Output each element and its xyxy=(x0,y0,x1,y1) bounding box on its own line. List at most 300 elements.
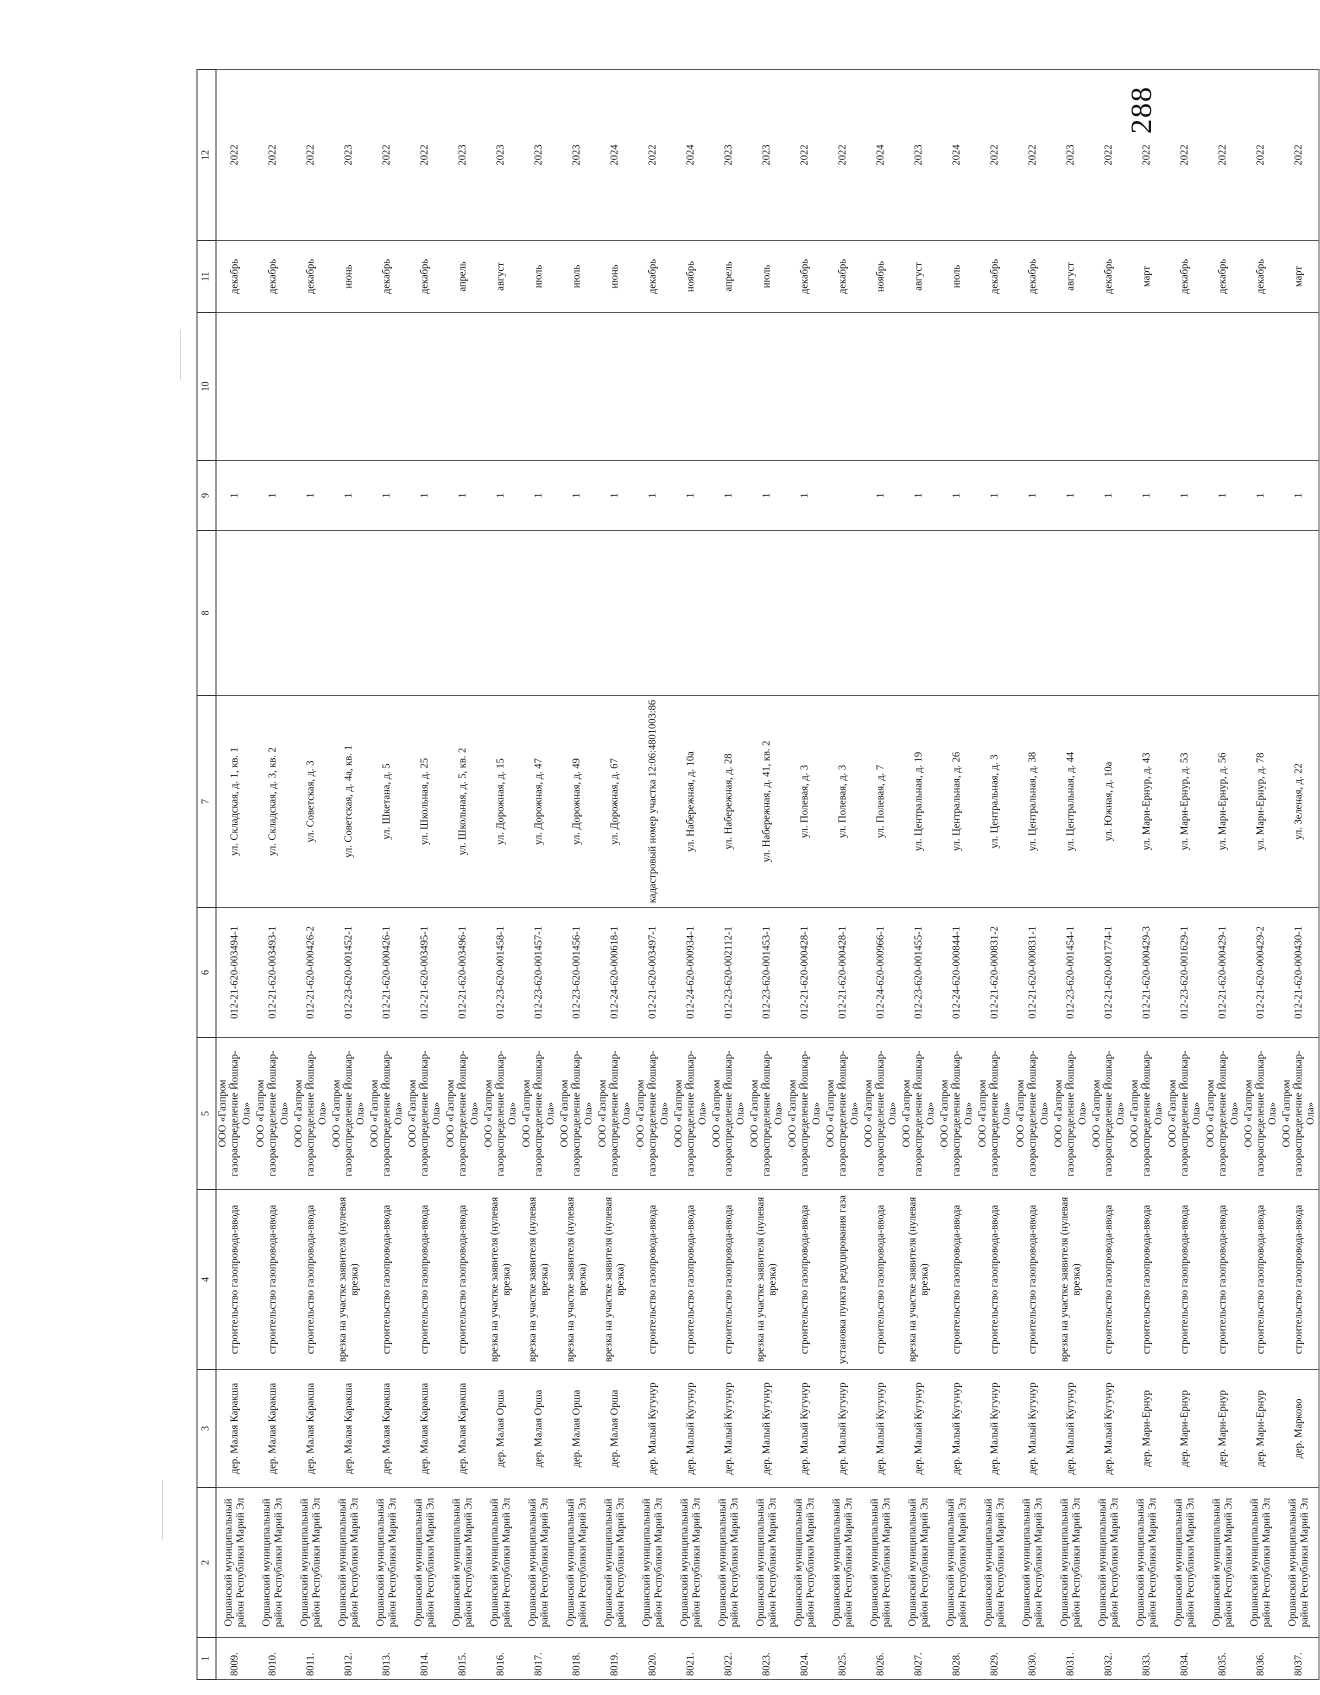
column-10-cell xyxy=(939,313,977,461)
month-cell: декабрь xyxy=(255,241,293,313)
column-8-cell xyxy=(521,531,559,696)
quantity-cell: 1 xyxy=(597,461,635,531)
address-cell: ул. Набережная, д. 41, кв. 2 xyxy=(749,696,787,908)
year-cell: 2023 xyxy=(711,70,749,241)
district-cell: Оршанский муниципальный район Республики Марий Эл xyxy=(293,1488,331,1638)
row-number: 8020. xyxy=(635,1638,673,1680)
village-cell: дер. Малая Каракша xyxy=(293,1370,331,1488)
month-cell: ноябрь xyxy=(863,241,901,313)
address-cell: ул. Дорожная, д. 15 xyxy=(483,696,521,908)
organization-cell: ООО «Газпром газораспределение Йошкар-Ола» xyxy=(369,1038,407,1190)
application-code-cell: 012-23-620-001629-1 xyxy=(1167,908,1205,1038)
district-cell: Оршанский муниципальный район Республики Марий Эл xyxy=(977,1488,1015,1638)
year-cell: 2023 xyxy=(901,70,939,241)
organization-cell: ООО «Газпром газораспределение Йошкар-Ола» xyxy=(1167,1038,1205,1190)
district-cell: Оршанский муниципальный район Республики Марий Эл xyxy=(787,1488,825,1638)
column-8-cell xyxy=(445,531,483,696)
address-cell: ул. Советская, д. 4а, кв. 1 xyxy=(331,696,369,908)
month-cell: июнь xyxy=(331,241,369,313)
year-cell: 2022 xyxy=(1281,70,1320,241)
address-cell: ул. Складская, д. 1, кв. 1 xyxy=(216,696,255,908)
work-type-cell: строительство газопровода-ввода xyxy=(293,1190,331,1370)
work-type-cell: строительство газопровода-ввода xyxy=(939,1190,977,1370)
year-cell: 2023 xyxy=(521,70,559,241)
column-8-cell xyxy=(1167,531,1205,696)
district-cell: Оршанский муниципальный район Республики Марий Эл xyxy=(1015,1488,1053,1638)
application-code-cell: 012-21-620-000831-1 xyxy=(1015,908,1053,1038)
district-cell: Оршанский муниципальный район Республики Марий Эл xyxy=(1205,1488,1243,1638)
quantity-cell: 1 xyxy=(635,461,673,531)
application-code-cell: 012-23-620-001455-1 xyxy=(901,908,939,1038)
village-cell: дер. Малый Кугунур xyxy=(825,1370,863,1488)
work-type-cell: врезка на участке заявителя (нулевая врезка) xyxy=(559,1190,597,1370)
organization-cell: ООО «Газпром газораспределение Йошкар-Ола» xyxy=(1129,1038,1167,1190)
column-8-cell xyxy=(1091,531,1129,696)
organization-cell: ООО «Газпром газораспределение Йошкар-Ола» xyxy=(483,1038,521,1190)
district-cell: Оршанский муниципальный район Республики Марий Эл xyxy=(863,1488,901,1638)
work-type-cell: строительство газопровода-ввода xyxy=(369,1190,407,1370)
column-header-1: 1 xyxy=(197,1638,216,1680)
row-number: 8018. xyxy=(559,1638,597,1680)
year-cell: 2024 xyxy=(939,70,977,241)
district-cell: Оршанский муниципальный район Республики Марий Эл xyxy=(901,1488,939,1638)
column-10-cell xyxy=(1053,313,1091,461)
month-cell: декабрь xyxy=(1015,241,1053,313)
month-cell: август xyxy=(1053,241,1091,313)
month-cell: март xyxy=(1129,241,1167,313)
application-code-cell: 012-21-620-003493-1 xyxy=(255,908,293,1038)
quantity-cell: 1 xyxy=(483,461,521,531)
year-cell: 2023 xyxy=(331,70,369,241)
quantity-cell: 1 xyxy=(673,461,711,531)
column-header-9: 9 xyxy=(197,461,216,531)
column-8-cell xyxy=(977,531,1015,696)
work-type-cell: строительство газопровода-ввода xyxy=(255,1190,293,1370)
application-code-cell: 012-21-620-003496-1 xyxy=(445,908,483,1038)
row-number: 8010. xyxy=(255,1638,293,1680)
column-header-12: 12 xyxy=(197,70,216,241)
table-row xyxy=(1167,70,1205,1680)
application-code-cell: 012-24-620-000618-1 xyxy=(597,908,635,1038)
village-cell: дер. Мари-Ернур xyxy=(1129,1370,1167,1488)
column-8-cell xyxy=(293,531,331,696)
application-code-cell: 012-21-620-000429-3 xyxy=(1129,908,1167,1038)
month-cell: декабрь xyxy=(787,241,825,313)
year-cell: 2024 xyxy=(673,70,711,241)
organization-cell: ООО «Газпром газораспределение Йошкар-Ола» xyxy=(1015,1038,1053,1190)
year-cell: 2023 xyxy=(483,70,521,241)
quantity-cell: 1 xyxy=(255,461,293,531)
address-cell: ул. Школьная, д. 5, кв. 2 xyxy=(445,696,483,908)
column-header-5: 5 xyxy=(197,1038,216,1190)
village-cell: дер. Малый Кугунур xyxy=(1091,1370,1129,1488)
row-number: 8029. xyxy=(977,1638,1015,1680)
table-row xyxy=(711,70,749,1680)
application-code-cell: 012-21-620-000428-1 xyxy=(825,908,863,1038)
district-cell: Оршанский муниципальный район Республики Марий Эл xyxy=(407,1488,445,1638)
village-cell: дер. Малая Каракша xyxy=(369,1370,407,1488)
table-row xyxy=(597,70,635,1680)
quantity-cell: 1 xyxy=(711,461,749,531)
table-row xyxy=(293,70,331,1680)
column-8-cell xyxy=(1053,531,1091,696)
table-row xyxy=(1243,70,1281,1680)
district-cell: Оршанский муниципальный район Республики Марий Эл xyxy=(1091,1488,1129,1638)
quantity-cell: 1 xyxy=(1015,461,1053,531)
month-cell: август xyxy=(901,241,939,313)
application-code-cell: 012-21-620-000831-2 xyxy=(977,908,1015,1038)
month-cell: декабрь xyxy=(369,241,407,313)
month-cell: декабрь xyxy=(407,241,445,313)
village-cell: дер. Малый Кугунур xyxy=(1015,1370,1053,1488)
district-cell: Оршанский муниципальный район Республики Марий Эл xyxy=(369,1488,407,1638)
year-cell: 2022 xyxy=(1243,70,1281,241)
column-header-7: 7 xyxy=(197,696,216,908)
column-8-cell xyxy=(749,531,787,696)
row-number: 8027. xyxy=(901,1638,939,1680)
organization-cell: ООО «Газпром газораспределение Йошкар-Ола» xyxy=(559,1038,597,1190)
column-10-cell xyxy=(1205,313,1243,461)
village-cell: дер. Малый Кугунур xyxy=(711,1370,749,1488)
work-type-cell: строительство газопровода-ввода xyxy=(1015,1190,1053,1370)
column-10-cell xyxy=(749,313,787,461)
work-type-cell: строительство газопровода-ввода xyxy=(1281,1190,1320,1370)
row-number: 8014. xyxy=(407,1638,445,1680)
quantity-cell: 1 xyxy=(331,461,369,531)
application-code-cell: 012-21-620-000430-1 xyxy=(1281,908,1320,1038)
page-number: 288 xyxy=(1125,86,1158,134)
column-10-cell xyxy=(825,313,863,461)
village-cell: дер. Малая Орша xyxy=(597,1370,635,1488)
organization-cell: ООО «Газпром газораспределение Йошкар-Ола» xyxy=(597,1038,635,1190)
table-row xyxy=(863,70,901,1680)
address-cell: ул. Складская, д. 3, кв. 2 xyxy=(255,696,293,908)
application-code-cell: 012-23-620-001456-1 xyxy=(559,908,597,1038)
organization-cell: ООО «Газпром газораспределение Йошкар-Ола» xyxy=(939,1038,977,1190)
organization-cell: ООО «Газпром газораспределение Йошкар-Ола» xyxy=(1091,1038,1129,1190)
table-row xyxy=(521,70,559,1680)
row-number: 8015. xyxy=(445,1638,483,1680)
column-10-cell xyxy=(787,313,825,461)
quantity-cell: 1 xyxy=(1243,461,1281,531)
quantity-cell: 1 xyxy=(901,461,939,531)
month-cell: ноябрь xyxy=(673,241,711,313)
village-cell: дер. Малая Каракша xyxy=(407,1370,445,1488)
column-8-cell xyxy=(635,531,673,696)
district-cell: Оршанский муниципальный район Республики Марий Эл xyxy=(1053,1488,1091,1638)
application-code-cell: 012-21-620-003495-1 xyxy=(407,908,445,1038)
year-cell: 2022 xyxy=(787,70,825,241)
column-10-cell xyxy=(369,313,407,461)
village-cell: дер. Малый Кугунур xyxy=(977,1370,1015,1488)
application-code-cell: 012-24-620-000844-1 xyxy=(939,908,977,1038)
table-body xyxy=(216,70,1319,1680)
district-cell: Оршанский муниципальный район Республики Марий Эл xyxy=(1167,1488,1205,1638)
column-10-cell xyxy=(711,313,749,461)
village-cell: дер. Малый Кугунур xyxy=(635,1370,673,1488)
column-8-cell xyxy=(483,531,521,696)
organization-cell: ООО «Газпром газораспределение Йошкар-Ола» xyxy=(1281,1038,1320,1190)
column-8-cell xyxy=(939,531,977,696)
column-header-10: 10 xyxy=(197,313,216,461)
application-code-cell: 012-21-620-000429-2 xyxy=(1243,908,1281,1038)
row-number: 8012. xyxy=(331,1638,369,1680)
row-number: 8023. xyxy=(749,1638,787,1680)
column-10-cell xyxy=(1015,313,1053,461)
row-number: 8026. xyxy=(863,1638,901,1680)
gasification-table xyxy=(197,69,1320,1680)
month-cell: июль xyxy=(521,241,559,313)
table-row xyxy=(407,70,445,1680)
column-header-4: 4 xyxy=(197,1190,216,1370)
scan-artifact-line xyxy=(162,1480,163,1540)
district-cell: Оршанский муниципальный район Республики Марий Эл xyxy=(559,1488,597,1638)
month-cell: декабрь xyxy=(635,241,673,313)
village-cell: дер. Малая Орша xyxy=(559,1370,597,1488)
column-10-cell xyxy=(255,313,293,461)
column-header-11: 11 xyxy=(197,241,216,313)
quantity-cell: 1 xyxy=(749,461,787,531)
table-row xyxy=(977,70,1015,1680)
year-cell: 2023 xyxy=(1053,70,1091,241)
village-cell: дер. Малый Кугунур xyxy=(901,1370,939,1488)
table-row xyxy=(1091,70,1129,1680)
table-row xyxy=(825,70,863,1680)
address-cell: ул. Зеленая, д. 22 xyxy=(1281,696,1320,908)
table-row xyxy=(1281,70,1320,1680)
row-number: 8030. xyxy=(1015,1638,1053,1680)
month-cell: декабрь xyxy=(1091,241,1129,313)
row-number: 8032. xyxy=(1091,1638,1129,1680)
village-cell: дер. Марково xyxy=(1281,1370,1320,1488)
row-number: 8025. xyxy=(825,1638,863,1680)
address-cell: ул. Центральная, д. 19 xyxy=(901,696,939,908)
column-10-cell xyxy=(1091,313,1129,461)
address-cell: ул. Шкетана, д. 5 xyxy=(369,696,407,908)
organization-cell: ООО «Газпром газораспределение Йошкар-Ола» xyxy=(255,1038,293,1190)
address-cell: ул. Полевая, д. 7 xyxy=(863,696,901,908)
year-cell: 2024 xyxy=(597,70,635,241)
organization-cell: ООО «Газпром газораспределение Йошкар-Ола» xyxy=(445,1038,483,1190)
month-cell: декабрь xyxy=(977,241,1015,313)
address-cell: ул. Школьная, д. 25 xyxy=(407,696,445,908)
column-8-cell xyxy=(369,531,407,696)
column-8-cell xyxy=(407,531,445,696)
row-number: 8021. xyxy=(673,1638,711,1680)
header-row xyxy=(197,70,216,1680)
address-cell: ул. Мари-Ернур, д. 78 xyxy=(1243,696,1281,908)
month-cell: июль xyxy=(939,241,977,313)
work-type-cell: врезка на участке заявителя (нулевая врезка) xyxy=(597,1190,635,1370)
column-8-cell xyxy=(901,531,939,696)
column-8-cell xyxy=(825,531,863,696)
address-cell: ул. Полевая, д. 3 xyxy=(787,696,825,908)
row-number: 8013. xyxy=(369,1638,407,1680)
column-8-cell xyxy=(711,531,749,696)
application-code-cell: 012-23-620-001457-1 xyxy=(521,908,559,1038)
row-number: 8031. xyxy=(1053,1638,1091,1680)
application-code-cell: 012-24-620-000966-1 xyxy=(863,908,901,1038)
month-cell: март xyxy=(1281,241,1320,313)
district-cell: Оршанский муниципальный район Республики Марий Эл xyxy=(825,1488,863,1638)
year-cell: 2022 xyxy=(1015,70,1053,241)
row-number: 8037. xyxy=(1281,1638,1320,1680)
table-row xyxy=(331,70,369,1680)
row-number: 8019. xyxy=(597,1638,635,1680)
address-cell: ул. Полевая, д. 3 xyxy=(825,696,863,908)
district-cell: Оршанский муниципальный район Республики Марий Эл xyxy=(939,1488,977,1638)
table-row xyxy=(369,70,407,1680)
column-8-cell xyxy=(255,531,293,696)
year-cell: 2022 xyxy=(825,70,863,241)
address-cell: ул. Мари-Ернур, д. 56 xyxy=(1205,696,1243,908)
organization-cell: ООО «Газпром газораспределение Йошкар-Ола» xyxy=(216,1038,255,1190)
organization-cell: ООО «Газпром газораспределение Йошкар-Ола» xyxy=(521,1038,559,1190)
village-cell: дер. Мари-Ернур xyxy=(1205,1370,1243,1488)
work-type-cell: установка пункта редуцирования газа xyxy=(825,1190,863,1370)
village-cell: дер. Малый Кугунур xyxy=(1053,1370,1091,1488)
quantity-cell: 1 xyxy=(939,461,977,531)
year-cell: 2022 xyxy=(407,70,445,241)
district-cell: Оршанский муниципальный район Республики Марий Эл xyxy=(331,1488,369,1638)
month-cell: август xyxy=(483,241,521,313)
address-cell: кадастровый номер участка 12:06:4801003:86 xyxy=(635,696,673,908)
table-row xyxy=(673,70,711,1680)
quantity-cell: 1 xyxy=(445,461,483,531)
quantity-cell: 1 xyxy=(1281,461,1320,531)
quantity-cell: 1 xyxy=(1167,461,1205,531)
organization-cell: ООО «Газпром газораспределение Йошкар-Ола» xyxy=(901,1038,939,1190)
district-cell: Оршанский муниципальный район Республики Марий Эл xyxy=(711,1488,749,1638)
row-number: 8017. xyxy=(521,1638,559,1680)
work-type-cell: врезка на участке заявителя (нулевая врезка) xyxy=(749,1190,787,1370)
table-row xyxy=(445,70,483,1680)
village-cell: дер. Малый Кугунур xyxy=(939,1370,977,1488)
column-8-cell xyxy=(787,531,825,696)
month-cell: декабрь xyxy=(1205,241,1243,313)
work-type-cell: строительство газопровода-ввода xyxy=(1243,1190,1281,1370)
organization-cell: ООО «Газпром газораспределение Йошкар-Ола» xyxy=(1205,1038,1243,1190)
month-cell: декабрь xyxy=(216,241,255,313)
year-cell: 2022 xyxy=(1091,70,1129,241)
village-cell: дер. Малый Кугунур xyxy=(787,1370,825,1488)
row-number: 8022. xyxy=(711,1638,749,1680)
column-10-cell xyxy=(331,313,369,461)
table-row xyxy=(749,70,787,1680)
year-cell: 2022 xyxy=(1167,70,1205,241)
year-cell: 2022 xyxy=(369,70,407,241)
quantity-cell: 1 xyxy=(787,461,825,531)
work-type-cell: врезка на участке заявителя (нулевая врезка) xyxy=(901,1190,939,1370)
column-10-cell xyxy=(1129,313,1167,461)
month-cell: декабрь xyxy=(293,241,331,313)
column-8-cell xyxy=(597,531,635,696)
quantity-cell: 1 xyxy=(863,461,901,531)
quantity-cell: 1 xyxy=(1129,461,1167,531)
application-code-cell: 012-23-620-001453-1 xyxy=(749,908,787,1038)
row-number: 8033. xyxy=(1129,1638,1167,1680)
table-row xyxy=(1129,70,1167,1680)
village-cell: дер. Малый Кугунур xyxy=(749,1370,787,1488)
column-10-cell xyxy=(293,313,331,461)
column-10-cell xyxy=(559,313,597,461)
organization-cell: ООО «Газпром газораспределение Йошкар-Ола» xyxy=(635,1038,673,1190)
month-cell: апрель xyxy=(711,241,749,313)
column-8-cell xyxy=(331,531,369,696)
table-row xyxy=(939,70,977,1680)
address-cell: ул. Дорожная, д. 67 xyxy=(597,696,635,908)
district-cell: Оршанский муниципальный район Республики Марий Эл xyxy=(749,1488,787,1638)
work-type-cell: строительство газопровода-ввода xyxy=(407,1190,445,1370)
column-10-cell xyxy=(1281,313,1320,461)
year-cell: 2023 xyxy=(559,70,597,241)
work-type-cell: строительство газопровода-ввода xyxy=(787,1190,825,1370)
work-type-cell: врезка на участке заявителя (нулевая врезка) xyxy=(483,1190,521,1370)
work-type-cell: строительство газопровода-ввода xyxy=(863,1190,901,1370)
work-type-cell: строительство газопровода-ввода xyxy=(673,1190,711,1370)
district-cell: Оршанский муниципальный район Республики Марий Эл xyxy=(1281,1488,1320,1638)
column-8-cell xyxy=(1243,531,1281,696)
work-type-cell: строительство газопровода-ввода xyxy=(445,1190,483,1370)
month-cell: декабрь xyxy=(1243,241,1281,313)
column-10-cell xyxy=(483,313,521,461)
column-10-cell xyxy=(407,313,445,461)
organization-cell: ООО «Газпром газораспределение Йошкар-Ола» xyxy=(1243,1038,1281,1190)
organization-cell: ООО «Газпром газораспределение Йошкар-Ола» xyxy=(293,1038,331,1190)
application-code-cell: 012-21-620-001774-1 xyxy=(1091,908,1129,1038)
row-number: 8011. xyxy=(293,1638,331,1680)
column-header-2: 2 xyxy=(197,1488,216,1638)
address-cell: ул. Южная, д. 10а xyxy=(1091,696,1129,908)
year-cell: 2022 xyxy=(255,70,293,241)
row-number: 8035. xyxy=(1205,1638,1243,1680)
row-number: 8024. xyxy=(787,1638,825,1680)
application-code-cell: 012-23-620-001458-1 xyxy=(483,908,521,1038)
district-cell: Оршанский муниципальный район Республики Марий Эл xyxy=(445,1488,483,1638)
column-10-cell xyxy=(597,313,635,461)
application-code-cell: 012-21-620-000429-1 xyxy=(1205,908,1243,1038)
application-code-cell: 012-21-620-003497-1 xyxy=(635,908,673,1038)
row-number: 8036. xyxy=(1243,1638,1281,1680)
table-row xyxy=(1015,70,1053,1680)
application-code-cell: 012-21-620-000426-1 xyxy=(369,908,407,1038)
district-cell: Оршанский муниципальный район Республики Марий Эл xyxy=(673,1488,711,1638)
table-row xyxy=(635,70,673,1680)
work-type-cell: строительство газопровода-ввода xyxy=(635,1190,673,1370)
work-type-cell: строительство газопровода-ввода xyxy=(977,1190,1015,1370)
year-cell: 2022 xyxy=(635,70,673,241)
column-10-cell xyxy=(901,313,939,461)
column-8-cell xyxy=(559,531,597,696)
year-cell: 2022 xyxy=(1205,70,1243,241)
quantity-cell: 1 xyxy=(1091,461,1129,531)
district-cell: Оршанский муниципальный район Республики Марий Эл xyxy=(216,1488,255,1638)
column-8-cell xyxy=(863,531,901,696)
column-8-cell xyxy=(1015,531,1053,696)
table-row xyxy=(255,70,293,1680)
column-header-6: 6 xyxy=(197,908,216,1038)
column-8-cell xyxy=(1205,531,1243,696)
application-code-cell: 012-23-620-001454-1 xyxy=(1053,908,1091,1038)
column-10-cell xyxy=(863,313,901,461)
column-header-3: 3 xyxy=(197,1370,216,1488)
year-cell: 2024 xyxy=(863,70,901,241)
work-type-cell: врезка на участке заявителя (нулевая врезка) xyxy=(521,1190,559,1370)
address-cell: ул. Центральная, д. 3 xyxy=(977,696,1015,908)
month-cell: декабрь xyxy=(825,241,863,313)
village-cell: дер. Малая Орша xyxy=(483,1370,521,1488)
quantity-cell: 1 xyxy=(216,461,255,531)
